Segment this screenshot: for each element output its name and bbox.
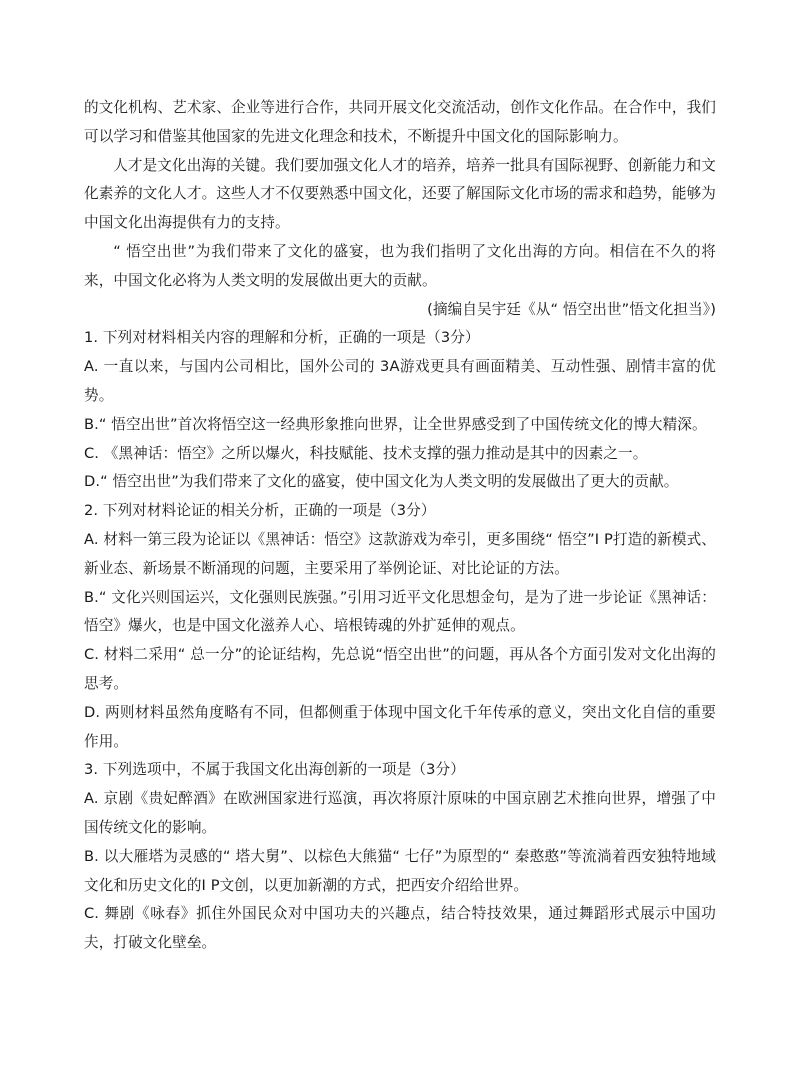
article-source: (摘编自吴宇廷《从“ 悟空出世”悟文化担当》) <box>427 300 716 318</box>
document-page <box>84 94 716 958</box>
option-b: B. 以大雁塔为灵感的“ 塔大舅”、以棕色大熊猫“ 七仔”为原型的“ 秦憨憨”等流淌着西安独特地域文化和历史文化的I P文创，以更加新潮的方式，把西安介绍给世界。 <box>84 847 716 894</box>
option-a: A. 材料一第三段为论证以《黑神话：悟空》这款游戏为牵引，更多围绕“ 悟空”I P打造的新模式、新业态、新场景不断涌现的问题，主要采用了举例论证、对比论证的方法。 <box>84 530 716 577</box>
question-stem: 1. 下列对材料相关内容的理解和分析，正确的一项是（3分） <box>84 329 480 347</box>
question-3 <box>84 756 716 958</box>
question-stem: 2. 下列对材料论证的相关分析，正确的一项是（3分） <box>84 502 436 520</box>
option-c: C. 舞剧《咏春》抓住外国民众对中国功夫的兴趣点，结合特技效果，通过舞蹈形式展示中国功夫，打破文化壁垒。 <box>84 905 716 952</box>
option-c: C. 《黑神话：悟空》之所以爆火，科技赋能、技术支撑的强力推动是其中的因素之一。 <box>84 444 648 462</box>
option-c: C. 材料二采用“ 总一分”的论证结构，先总说“悟空出世”的问题，再从各个方面引发对文化出海的思考。 <box>84 646 716 692</box>
question-2 <box>84 497 716 756</box>
option-d: D.“ 悟空出世”为我们带来了文化的盛宴，使中国文化为人类文明的发展做出了更大的贡献。 <box>84 473 679 491</box>
option-a: A. 一直以来，与国内公司相比，国外公司的 3A游戏更具有画面精美、互动性强、剧情丰富的优势。 <box>84 358 716 404</box>
question-1 <box>84 324 716 497</box>
option-a: A. 京剧《贵妃醉酒》在欧洲国家进行巡演，再次将原汁原味的中国京剧艺术推向世界，增强了中国传统文化的影响。 <box>84 790 716 836</box>
article-paragraph: 的文化机构、艺术家、企业等进行合作，共同开展文化交流活动，创作文化作品。在合作中，我们可以学习和借鉴其他国家的先进文化理念和技术，不断提升中国文化的国际影响力。 <box>84 99 716 145</box>
article-paragraph: “ 悟空出世”为我们带来了文化的盛宴，也为我们指明了文化出海的方向。相信在不久的将来，中国文化必将为人类文明的发展做出更大的贡献。 <box>84 242 716 289</box>
option-b: B.“ 文化兴则国运兴，文化强则民族强。”引用习近平文化思想金句，是为了进一步论证《黑神话：悟空》爆火，也是中国文化滋养人心、培根铸魂的外扩延伸的观点。 <box>84 588 716 635</box>
option-d: D. 两则材料虽然角度略有不同，但都侧重于体现中国文化千年传承的意义，突出文化自信的重要作用。 <box>84 703 716 750</box>
article-paragraph: 人才是文化出海的关键。我们要加强文化人才的培养，培养一批具有国际视野、创新能力和文化素养的文化人才。这些人才不仅要熟悉中国文化，还要了解国际文化市场的需求和趋势，能够为中国文化出海提供有力的支持。 <box>84 156 716 232</box>
question-stem: 3. 下列选项中，不属于我国文化出海创新的一项是（3分） <box>84 761 465 779</box>
option-b: B.“ 悟空出世”首次将悟空这一经典形象推向世界，让全世界感受到了中国传统文化的博大精深。 <box>84 415 707 433</box>
